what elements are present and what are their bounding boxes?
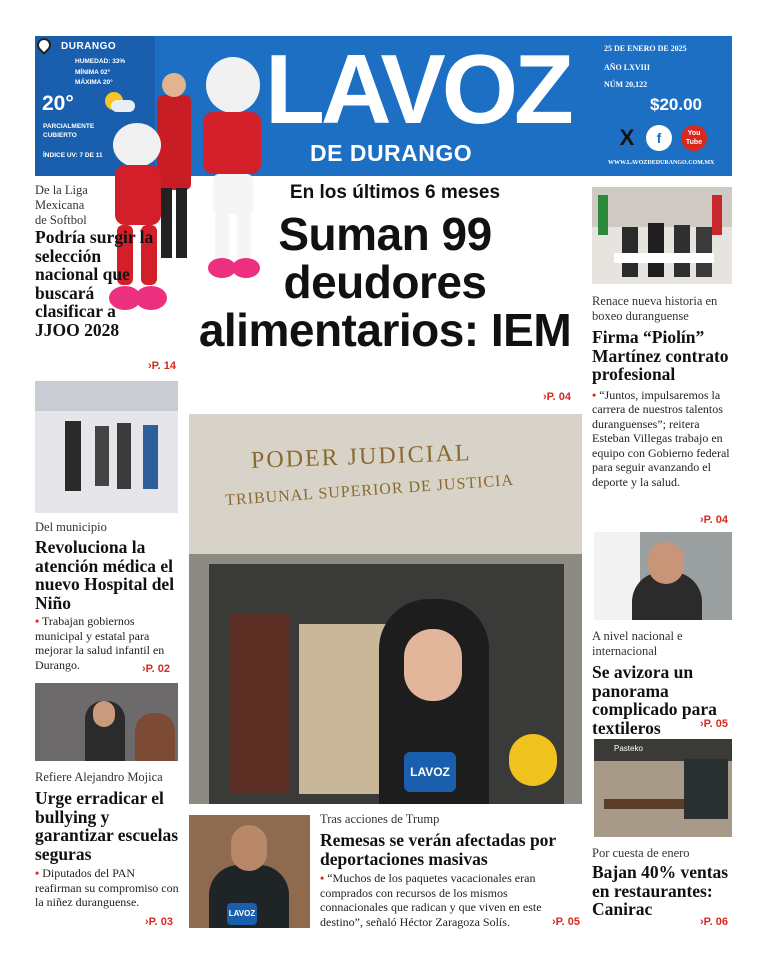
person: [95, 426, 109, 486]
building-sign-line-1: PODER JUDICIAL: [250, 440, 473, 474]
left-story-3[interactable]: [35, 770, 180, 910]
page-ref-text: P. 14: [151, 360, 176, 372]
man-face: [93, 701, 115, 727]
restaurant-photo: [594, 739, 732, 837]
story-headline[interactable]: Podría surgir la selección nacional que buscará clasificar a JJOO 2028: [35, 227, 154, 340]
page-ref-text: P. 04: [703, 514, 728, 526]
main-story-page-ref[interactable]: ›P. 04: [543, 391, 571, 403]
story-kicker: Refiere Alejandro Mojica: [35, 770, 163, 784]
x-social-icon[interactable]: X: [614, 125, 640, 151]
story-blurb-text: Trabajan gobiernos municipal y estatal para mejorar la salud infantil en Durango.: [35, 614, 165, 672]
person: [622, 227, 638, 277]
door-panel: [229, 614, 289, 794]
newspaper-logo[interactable]: LAVOZ: [265, 34, 570, 144]
person: [696, 227, 712, 277]
person: [65, 421, 81, 491]
weather-condition: PARCIALMENTE CUBIERTO: [43, 123, 95, 139]
website-url[interactable]: WWW.LAVOZDEDURANGO.COM.MX: [608, 160, 715, 166]
weather-max: MÁXIMA 20°: [75, 79, 113, 86]
main-story-photo: [189, 414, 582, 804]
building-sign-line-2: TRIBUNAL SUPERIOR DE JUSTICIA: [224, 471, 515, 510]
umbrella: [684, 759, 728, 819]
masthead-info: [604, 36, 732, 176]
microphone-label: LAVOZ: [227, 903, 257, 925]
microphone-label: LAVOZ: [404, 752, 456, 792]
left-story-1[interactable]: [35, 183, 190, 339]
bottom-center-page-ref[interactable]: ›P. 05: [552, 916, 580, 928]
story-kicker: Por cuesta de enero: [592, 846, 690, 860]
person: [117, 423, 131, 489]
story-blurb-text: “Juntos, impulsaremos la carrera de nuestros talentos duranguenses”; reitera Esteban Villegas trabajo en equipo con Gobierno federal para seguir avanzando el deporte y la salud.: [592, 387, 730, 489]
flags-backdrop: [592, 187, 732, 227]
facebook-icon[interactable]: f: [646, 125, 672, 151]
press-conference-photo: [35, 683, 178, 761]
story-kicker: Tras acciones de Trump: [320, 812, 440, 826]
man-face: [648, 542, 684, 584]
woman-listening: [135, 713, 175, 761]
story-headline[interactable]: Bajan 40% ventas en restaurantes: Canirac: [592, 862, 729, 919]
left-story-2[interactable]: [35, 520, 180, 672]
edition-year: AÑO LXVIII: [604, 63, 651, 72]
ceiling: [35, 381, 178, 411]
weather-city: DURANGO: [61, 41, 117, 52]
story-kicker: Del municipio: [35, 520, 107, 534]
story-kicker: De la Liga Mexicana de Softbol: [35, 183, 88, 227]
edition-price: $20.00: [650, 95, 702, 114]
bullet: •: [35, 614, 40, 628]
story-kicker: Renace nueva historia en boxeo duranguense: [592, 294, 718, 323]
story-kicker: A nivel nacional e internacional: [592, 629, 683, 658]
right-story-3[interactable]: [592, 846, 734, 919]
page-ref-text: P. 05: [703, 718, 728, 730]
main-story-kicker: En los últimos 6 meses: [289, 182, 501, 203]
right-story-3-page-ref[interactable]: ›P. 06: [700, 916, 728, 928]
page-ref-text: P. 03: [148, 916, 173, 928]
left-story-1-page-ref[interactable]: ›P. 14: [148, 360, 176, 372]
edition-date: 25 DE ENERO DE 2025: [604, 44, 687, 53]
woman-face: [404, 629, 462, 701]
story-headline[interactable]: Revoluciona la atención médica el nuevo Hospital del Niño: [35, 537, 175, 613]
page-ref-text: P. 05: [555, 916, 580, 928]
main-story-headline[interactable]: Suman 99 deudores alimentarios: IEM: [198, 208, 572, 356]
textile-leader-photo: [594, 532, 732, 620]
weather-uv-index: ÍNDICE UV: 7 DE 11: [43, 152, 103, 159]
edition-number: NÚM 20,122: [604, 80, 648, 89]
main-story-page-ref-text: P. 04: [546, 391, 571, 403]
page-ref-text: P. 06: [703, 916, 728, 928]
youtube-icon[interactable]: You Tube: [681, 125, 707, 151]
left-story-2-page-ref[interactable]: ›P. 02: [142, 663, 170, 675]
signing-ceremony-photo: [592, 187, 732, 284]
story-blurb: [592, 388, 730, 490]
weather-humidity: HUMEDAD: 33%: [75, 58, 126, 65]
bullet: •: [592, 387, 597, 402]
bottom-center-story[interactable]: [320, 812, 585, 929]
weather-min: MÍNIMA 02°: [75, 69, 111, 76]
remittances-photo: [189, 815, 310, 928]
story-headline[interactable]: Firma “Piolín” Martínez contrato profesional: [592, 327, 729, 384]
page-ref-text: P. 02: [145, 663, 170, 675]
right-story-1-page-ref[interactable]: ›P. 04: [700, 514, 728, 526]
story-blurb: [35, 866, 180, 910]
hospital-hallway-photo: [35, 381, 178, 513]
microphone-yellow: [509, 734, 557, 786]
story-headline[interactable]: Urge erradicar el bullying y garantizar escuelas seguras: [35, 788, 179, 864]
left-story-3-page-ref[interactable]: ›P. 03: [145, 916, 173, 928]
newspaper-logo-subtitle: DE DURANGO: [310, 140, 473, 166]
table: [614, 253, 714, 263]
story-headline[interactable]: Se avizora un panorama complicado para textileros: [592, 662, 717, 738]
story-headline[interactable]: Remesas se verán afectadas por deportaciones masivas: [320, 830, 556, 869]
right-story-2-page-ref[interactable]: ›P. 05: [700, 718, 728, 730]
story-blurb-text: “Muchos de los paquetes vacacionales eran comprados con recursos de los mismos connacionales que radican y que viven en este destino”, señaló Héctor Zaragoza Solís.: [320, 871, 542, 929]
person: [648, 223, 664, 277]
story-blurb: [320, 871, 560, 929]
man-face: [231, 825, 267, 871]
bullet: •: [35, 866, 40, 880]
shop-sign: Pasteko: [614, 744, 643, 753]
right-story-1[interactable]: [592, 294, 734, 489]
flag: [598, 195, 608, 235]
location-pin-icon: [34, 35, 54, 55]
bullet: •: [320, 871, 325, 885]
story-blurb-text: Diputados del PAN reafirman su compromiso con la niñez duranguense.: [35, 866, 179, 909]
weather-temperature: 20°: [42, 92, 74, 115]
flag: [712, 195, 722, 235]
person: [674, 225, 690, 277]
person: [143, 425, 158, 489]
